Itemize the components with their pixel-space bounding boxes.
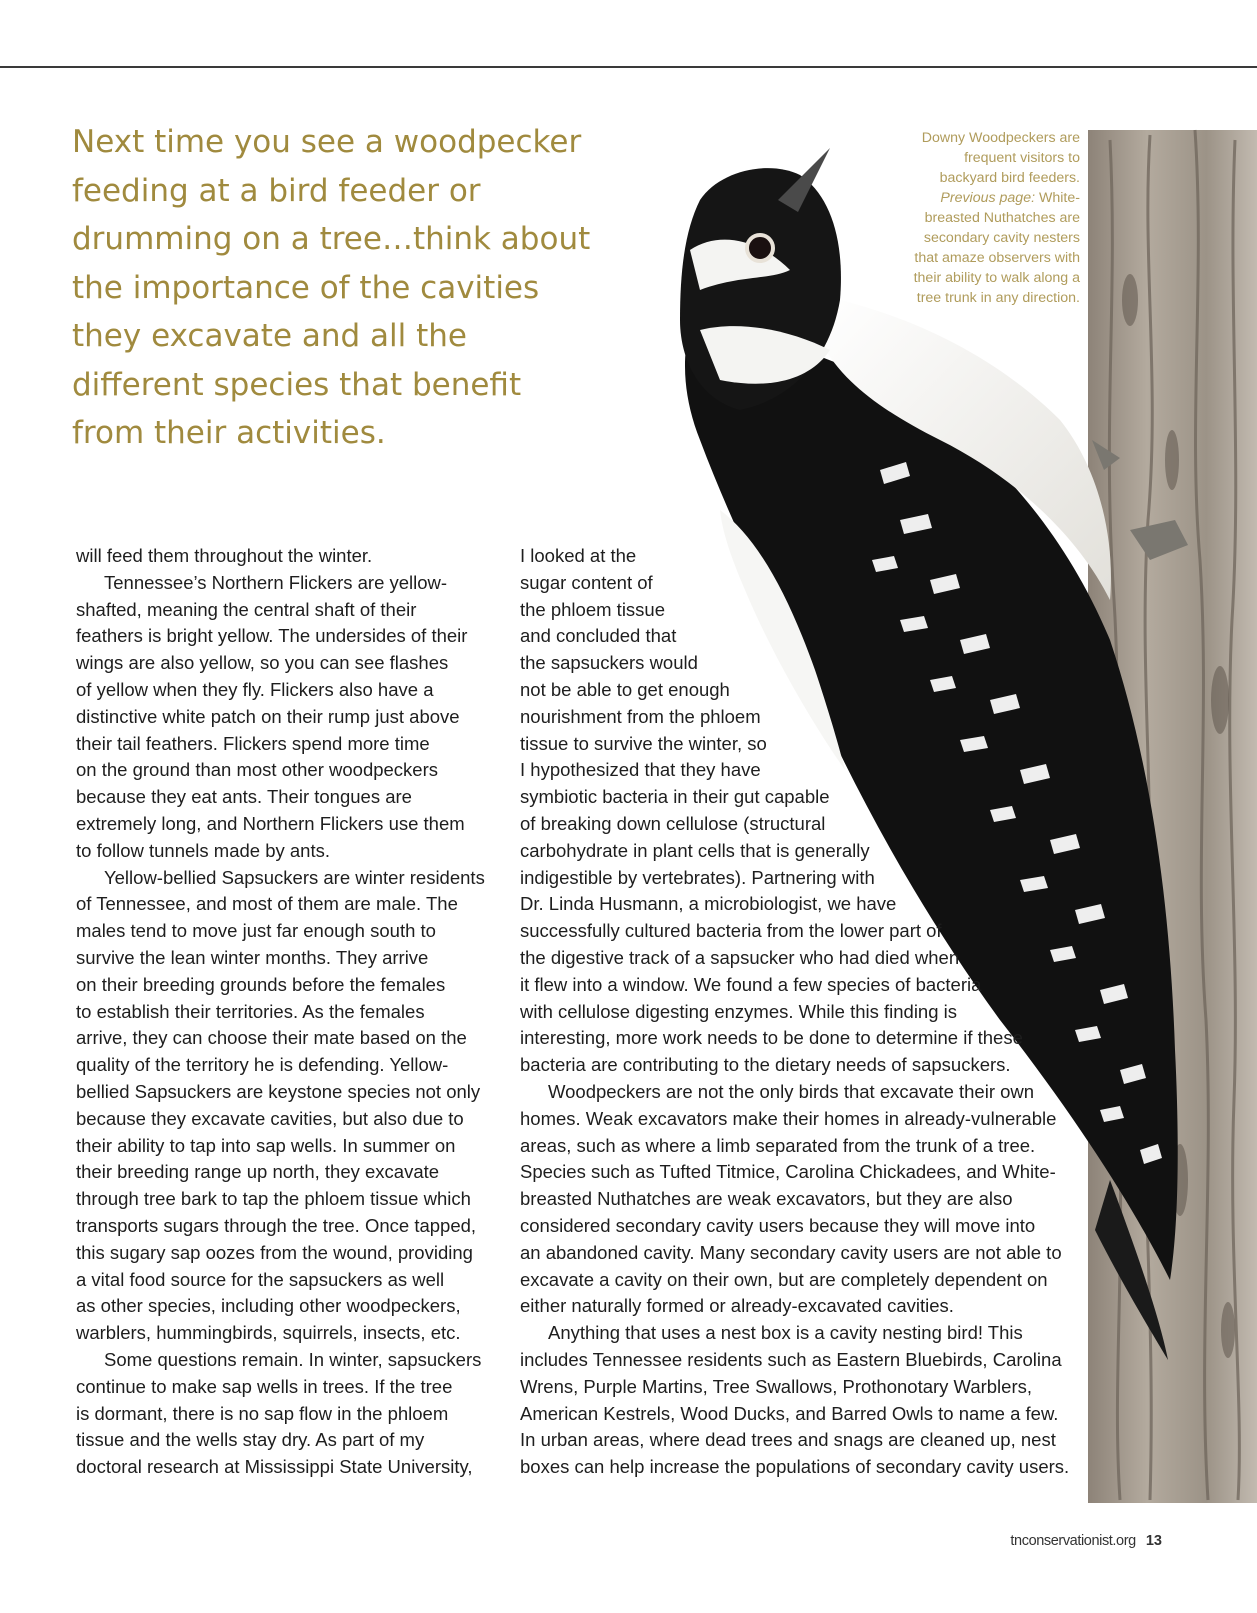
- text-line: arrive, they can choose their mate based on the: [76, 1027, 467, 1049]
- text-line: a vital food source for the sapsuckers as well: [76, 1268, 445, 1290]
- text-line: sugar content of: [520, 571, 653, 593]
- text-line: shafted, meaning the central shaft of their: [76, 598, 417, 620]
- text-line: homes. Weak excavators make their homes in already-vulnerable: [520, 1107, 1057, 1129]
- article-column-2: [520, 543, 1080, 1481]
- text-line: bellied Sapsuckers are keystone species not only: [76, 1080, 481, 1102]
- text-line: of breaking down cellulose (structural: [520, 812, 826, 834]
- text-line: I looked at the: [520, 545, 637, 566]
- text-line: quality of the territory he is defending. Yellow-: [76, 1054, 449, 1076]
- article-column-1: [76, 543, 496, 1481]
- text-line: wings are also yellow, so you can see flashes: [76, 652, 449, 674]
- text-line: areas, such as where a limb separated from the trunk of a tree.: [520, 1134, 1036, 1156]
- text-line: distinctive white patch on their rump just above: [76, 705, 460, 727]
- text-line: Wrens, Purple Martins, Tree Swallows, Prothonotary Warblers,: [520, 1375, 1033, 1397]
- text-line: tissue to survive the winter, so: [520, 732, 767, 754]
- text-line: the digestive track of a sapsucker who had died when: [520, 946, 960, 968]
- text-line: extremely long, and Northern Flickers use them: [76, 812, 465, 834]
- caption-text-2: White-breasted Nuthatches are secondary cavity nesters that amaze observers with their ability to walk along a tree trunk in any direction.: [913, 190, 1080, 306]
- text-line: on their breeding grounds before the females: [76, 973, 446, 995]
- page-footer: [1010, 1533, 1162, 1549]
- text-line: as other species, including other woodpeckers,: [76, 1295, 461, 1317]
- text-line: interesting, more work needs to be done to determine if these: [520, 1027, 1023, 1049]
- page-number: 13: [1145, 1533, 1162, 1549]
- top-rule: [0, 66, 1257, 68]
- text-line: Tennessee’s Northern Flickers are yellow-: [104, 571, 448, 593]
- text-line: this sugary sap oozes from the wound, providing: [76, 1241, 473, 1263]
- text-line: the sapsuckers would: [520, 652, 698, 674]
- text-line: considered secondary cavity users because they will move into: [520, 1214, 1036, 1236]
- text-line: I hypothesized that they have: [520, 759, 761, 781]
- text-line: Species such as Tufted Titmice, Carolina Chickadees, and White-: [520, 1161, 1056, 1183]
- text-line: through tree bark to tap the phloem tissue which: [76, 1188, 471, 1210]
- caption-prefix: Previous page:: [940, 190, 1036, 206]
- text-line: breasted Nuthatches are weak excavators, but they are also: [520, 1188, 1013, 1210]
- text-line: an abandoned cavity. Many secondary cavity users are not able to: [520, 1241, 1062, 1263]
- text-line: survive the lean winter months. They arrive: [76, 946, 429, 968]
- text-line: not be able to get enough: [520, 678, 730, 700]
- text-line: because they eat ants. Their tongues are: [76, 786, 412, 808]
- text-line: Dr. Linda Husmann, a microbiologist, we have: [520, 893, 897, 915]
- text-line: continue to make sap wells in trees. If the tree: [76, 1375, 453, 1397]
- text-line: warblers, hummingbirds, squirrels, insects, etc.: [76, 1322, 461, 1344]
- text-line: either naturally formed or already-excavated cavities.: [520, 1295, 954, 1317]
- text-line: bacteria are contributing to the dietary needs of sapsuckers.: [520, 1054, 1011, 1076]
- text-line: excavate a cavity on their own, but are completely dependent on: [520, 1268, 1048, 1290]
- text-line: carbohydrate in plant cells that is generally: [520, 839, 870, 861]
- text-line: indigestible by vertebrates). Partnering with: [520, 866, 875, 888]
- text-line: includes Tennessee residents such as Eastern Bluebirds, Carolina: [520, 1348, 1062, 1370]
- text-line: and concluded that: [520, 625, 677, 647]
- text-line: is dormant, there is no sap flow in the phloem: [76, 1402, 449, 1424]
- text-line: Anything that uses a nest box is a cavity nesting bird! This: [548, 1322, 1023, 1344]
- caption-text: Downy Woodpeckers are frequent visitors to backyard bird feeders.: [921, 130, 1080, 186]
- text-line: of Tennessee, and most of them are male. The: [76, 893, 458, 915]
- text-line: of yellow when they fly. Flickers also have a: [76, 678, 434, 700]
- photo-caption: [910, 128, 1080, 308]
- text-line: their breeding range up north, they excavate: [76, 1161, 440, 1183]
- text-line: feathers is bright yellow. The undersides of their: [76, 625, 468, 647]
- text-line: American Kestrels, Wood Ducks, and Barred Owls to name a few.: [520, 1402, 1059, 1424]
- woodpecker-eye: [747, 235, 773, 261]
- text-line: males tend to move just far enough south to: [76, 920, 436, 942]
- text-line: transports sugars through the tree. Once tapped,: [76, 1214, 477, 1236]
- footer-url[interactable]: tnconservationist.org: [1010, 1533, 1136, 1549]
- text-line: successfully cultured bacteria from the lower part of: [520, 920, 942, 942]
- text-line: Woodpeckers are not the only birds that excavate their own: [548, 1080, 1035, 1102]
- text-line: because they excavate cavities, but also due to: [76, 1107, 464, 1129]
- text-line: their tail feathers. Flickers spend more time: [76, 732, 430, 754]
- text-line: to follow tunnels made by ants.: [76, 839, 331, 861]
- text-line: symbiotic bacteria in their gut capable: [520, 786, 830, 808]
- text-line: their ability to tap into sap wells. In summer on: [76, 1134, 456, 1156]
- text-line: to establish their territories. As the females: [76, 1000, 425, 1022]
- text-line: Yellow-bellied Sapsuckers are winter residents: [104, 866, 485, 888]
- text-line: will feed them throughout the winter.: [76, 545, 373, 566]
- text-line: tissue and the wells stay dry. As part of my: [76, 1429, 425, 1451]
- text-line: with cellulose digesting enzymes. While this finding is: [520, 1000, 958, 1022]
- text-line: Some questions remain. In winter, sapsuckers: [104, 1348, 482, 1370]
- text-line: boxes can help increase the populations of secondary cavity users.: [520, 1456, 1070, 1478]
- text-line: the phloem tissue: [520, 598, 666, 620]
- text-line: it flew into a window. We found a few species of bacteria: [520, 973, 982, 995]
- text-line: In urban areas, where dead trees and snags are cleaned up, nest: [520, 1429, 1056, 1451]
- text-line: nourishment from the phloem: [520, 705, 761, 727]
- text-line: on the ground than most other woodpeckers: [76, 759, 439, 781]
- pull-quote: Next time you see a woodpecker feeding at a bird feeder or drumming on a tree…think about the importance of the cavities they excavate and all the different species that benefit from their activities.: [72, 124, 591, 451]
- text-line: doctoral research at Mississippi State University,: [76, 1456, 473, 1478]
